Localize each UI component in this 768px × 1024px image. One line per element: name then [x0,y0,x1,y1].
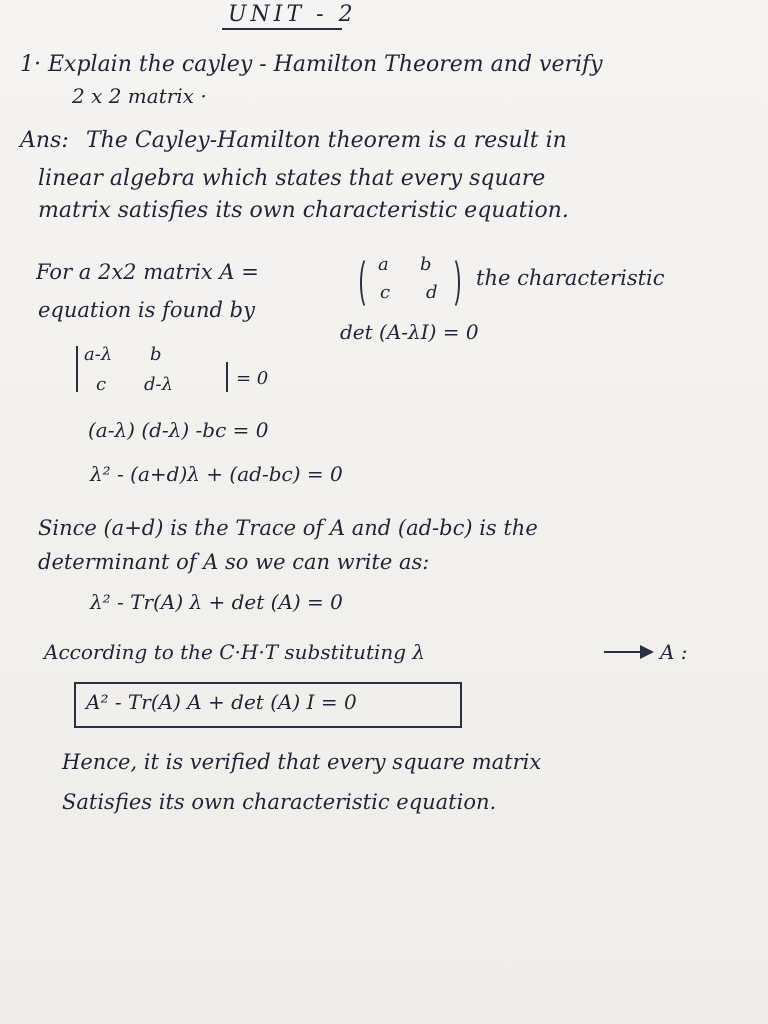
matrix-entry-d: d [426,282,438,303]
substitution-target: A : [660,640,688,664]
trace-equation: λ² - Tr(A) λ + det (A) = 0 [90,590,343,614]
unit-title: UNIT - 2 [228,2,357,27]
matrix-entry-c: c [380,282,391,303]
boxed-result-equation: A² - Tr(A) A + det (A) I = 0 [86,690,357,714]
determinant-entry-c: c [96,374,107,395]
conclusion-line-1: Hence, it is verified that every square matrix [62,750,542,774]
answer-line-3: matrix satisfies its own characteristic equation. [38,198,569,223]
title-underline [222,28,342,30]
matrix-intro-part-2: the characteristic [476,266,665,290]
answer-line-1: The Cayley-Hamilton theorem is a result in [86,128,567,153]
answer-line-2: linear algebra which states that every square [38,166,546,191]
trace-line-1: Since (a+d) is the Trace of A and (ad-bc) is the [38,516,538,540]
matrix-right-bracket [444,256,460,310]
question-line-2: 2 x 2 matrix · [72,84,207,108]
determinant-left-bar [76,346,78,392]
determinant-right-bar [226,362,228,392]
matrix-entry-a: a [378,254,389,275]
determinant-equation: = 0 [236,368,269,389]
determinant-entry-d: d-λ [144,374,174,395]
conclusion-line-2: Satisfies its own characteristic equation. [62,790,497,814]
characteristic-intro: equation is found by [38,298,255,322]
matrix-left-bracket [360,256,376,310]
substitution-arrow [604,651,644,653]
question-line-1: 1· Explain the cayley - Hamilton Theorem and verify [20,52,603,77]
trace-line-2: determinant of A so we can write as: [38,550,430,574]
determinant-entry-b: b [150,344,162,365]
derivation-step-1: (a-λ) (d-λ) -bc = 0 [88,418,269,442]
substitution-text: According to the C·H·T substituting λ [44,640,426,664]
arrow-head-icon [640,645,654,659]
characteristic-determinant: det (A-λI) = 0 [340,320,479,344]
matrix-entry-b: b [420,254,432,275]
answer-label: Ans: [20,128,69,153]
determinant-entry-a: a-λ [84,344,113,365]
matrix-intro-part-1: For a 2x2 matrix A = [36,260,259,284]
derivation-step-2: λ² - (a+d)λ + (ad-bc) = 0 [90,462,343,486]
